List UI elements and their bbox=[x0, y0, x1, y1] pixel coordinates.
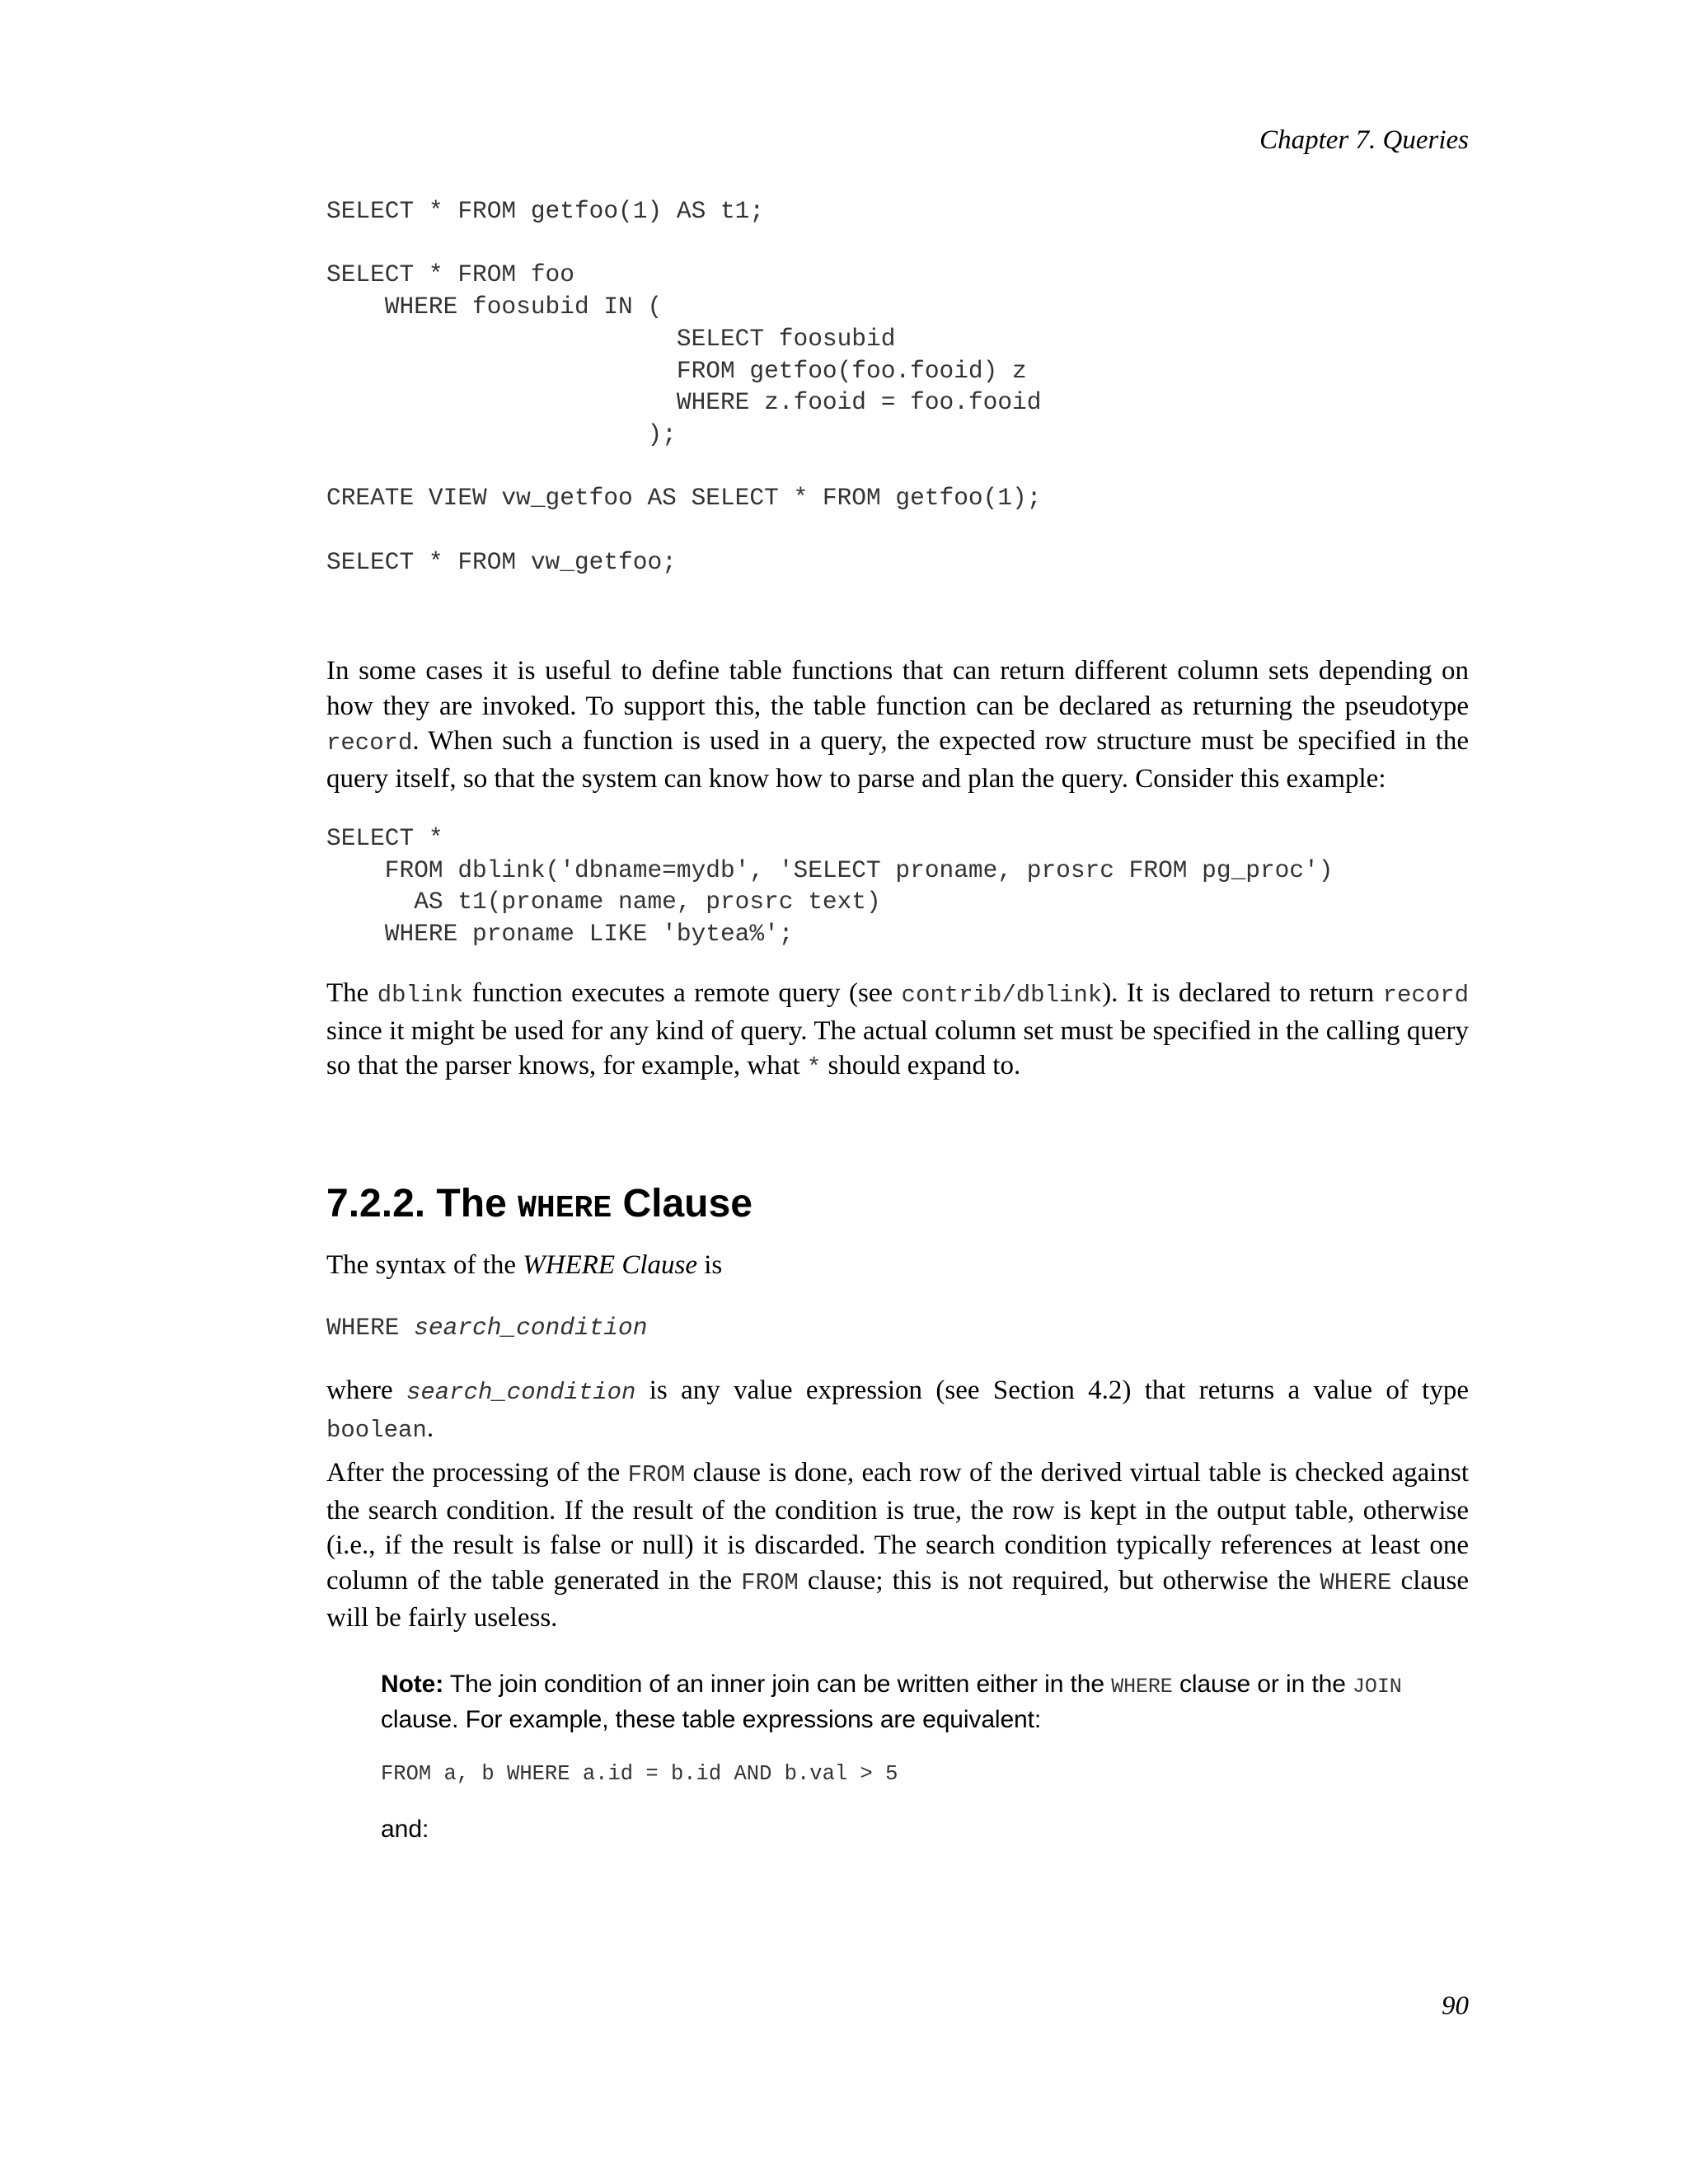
param-search-condition: search_condition bbox=[406, 1379, 636, 1406]
inline-code-record: record bbox=[1382, 982, 1469, 1009]
note-code-example: FROM a, b WHERE a.id = b.id AND b.val > 5 bbox=[381, 1762, 898, 1786]
inline-code-from: FROM bbox=[627, 1461, 686, 1488]
code-block-getfoo-examples: SELECT * FROM getfoo(1) AS t1; SELECT * FROM foo WHERE foosubid IN ( SELECT foosubid FROM getfoo(foo.fooid) z WHERE z.fooid = foo.fooid ); CREATE VIEW vw_getfoo AS SELECT * FROM getfoo(1); SELECT * FROM vw_getfoo; bbox=[326, 197, 1042, 576]
note-join-condition: Note: The join condition of an inner join can be written either in the WHERE clause or in the JOIN clause. For example, these table expressions are equivalent: bbox=[381, 1671, 1402, 1733]
code-block-dblink-example: SELECT * FROM dblink('dbname=mydb', 'SELECT proname, prosrc FROM pg_proc') AS t1(proname name, prosrc text) WHERE proname LIKE 'bytea%'; bbox=[326, 824, 1334, 949]
paragraph-search-condition: where search_condition is any value expression (see Section 4.2) that returns a value of type boolean. bbox=[326, 1376, 1470, 1444]
inline-code-join: JOIN bbox=[1353, 1675, 1402, 1699]
inline-code-where: WHERE bbox=[1320, 1568, 1392, 1596]
inline-code-dblink: dblink bbox=[377, 982, 464, 1009]
inline-code-where: WHERE bbox=[1111, 1675, 1173, 1699]
emphasis-where-clause: WHERE Clause bbox=[523, 1250, 697, 1280]
inline-code-from: FROM bbox=[741, 1568, 799, 1596]
heading-keyword-where: WHERE bbox=[518, 1191, 612, 1226]
inline-code-asterisk: * bbox=[806, 1054, 822, 1082]
paragraph-record-pseudotype: In some cases it is useful to define table functions that can return different column sets depending on how they are invoked. To support this, the table function can be declared as returning the pseudotype record. When such a function is used in a query, the expected row structure must be specified in the query itself, so that the system can know how to parse and plan the query. Consider this example: bbox=[326, 656, 1469, 794]
inline-code-contrib-dblink: contrib/dblink bbox=[901, 982, 1103, 1009]
param-search-condition: search_condition bbox=[414, 1314, 648, 1342]
section-heading-where-clause: 7.2.2. The WHERE Clause bbox=[326, 1182, 753, 1226]
syntax-intro-line: The syntax of the WHERE Clause is bbox=[326, 1250, 723, 1280]
inline-code-boolean: boolean bbox=[326, 1416, 427, 1444]
note-label: Note: bbox=[381, 1671, 444, 1698]
syntax-code-where: WHERE search_condition bbox=[326, 1314, 648, 1342]
paragraph-where-processing: After the processing of the FROM clause is done, each row of the derived virtual table is checked against the search condition. If the result of the condition is true, the row is kept in the output table, otherwise (i.e., if the result is false or null) it is discarded. The search condition typically references at least one column of the table generated in the FROM clause; this is not required, but otherwise the WHERE clause will be fairly useless. bbox=[326, 1458, 1470, 1633]
note-and-text: and: bbox=[381, 1816, 429, 1843]
inline-code-record: record bbox=[326, 729, 413, 757]
paragraph-dblink-explanation: The dblink function executes a remote query (see contrib/dblink). It is declared to return record since it might be used for any kind of query. The actual column set must be specified in the calling query so that the parser knows, for example, what * should expand to. bbox=[326, 978, 1469, 1082]
running-head: Chapter 7. Queries bbox=[1259, 125, 1469, 155]
page-number: 90 bbox=[1442, 1991, 1469, 2021]
